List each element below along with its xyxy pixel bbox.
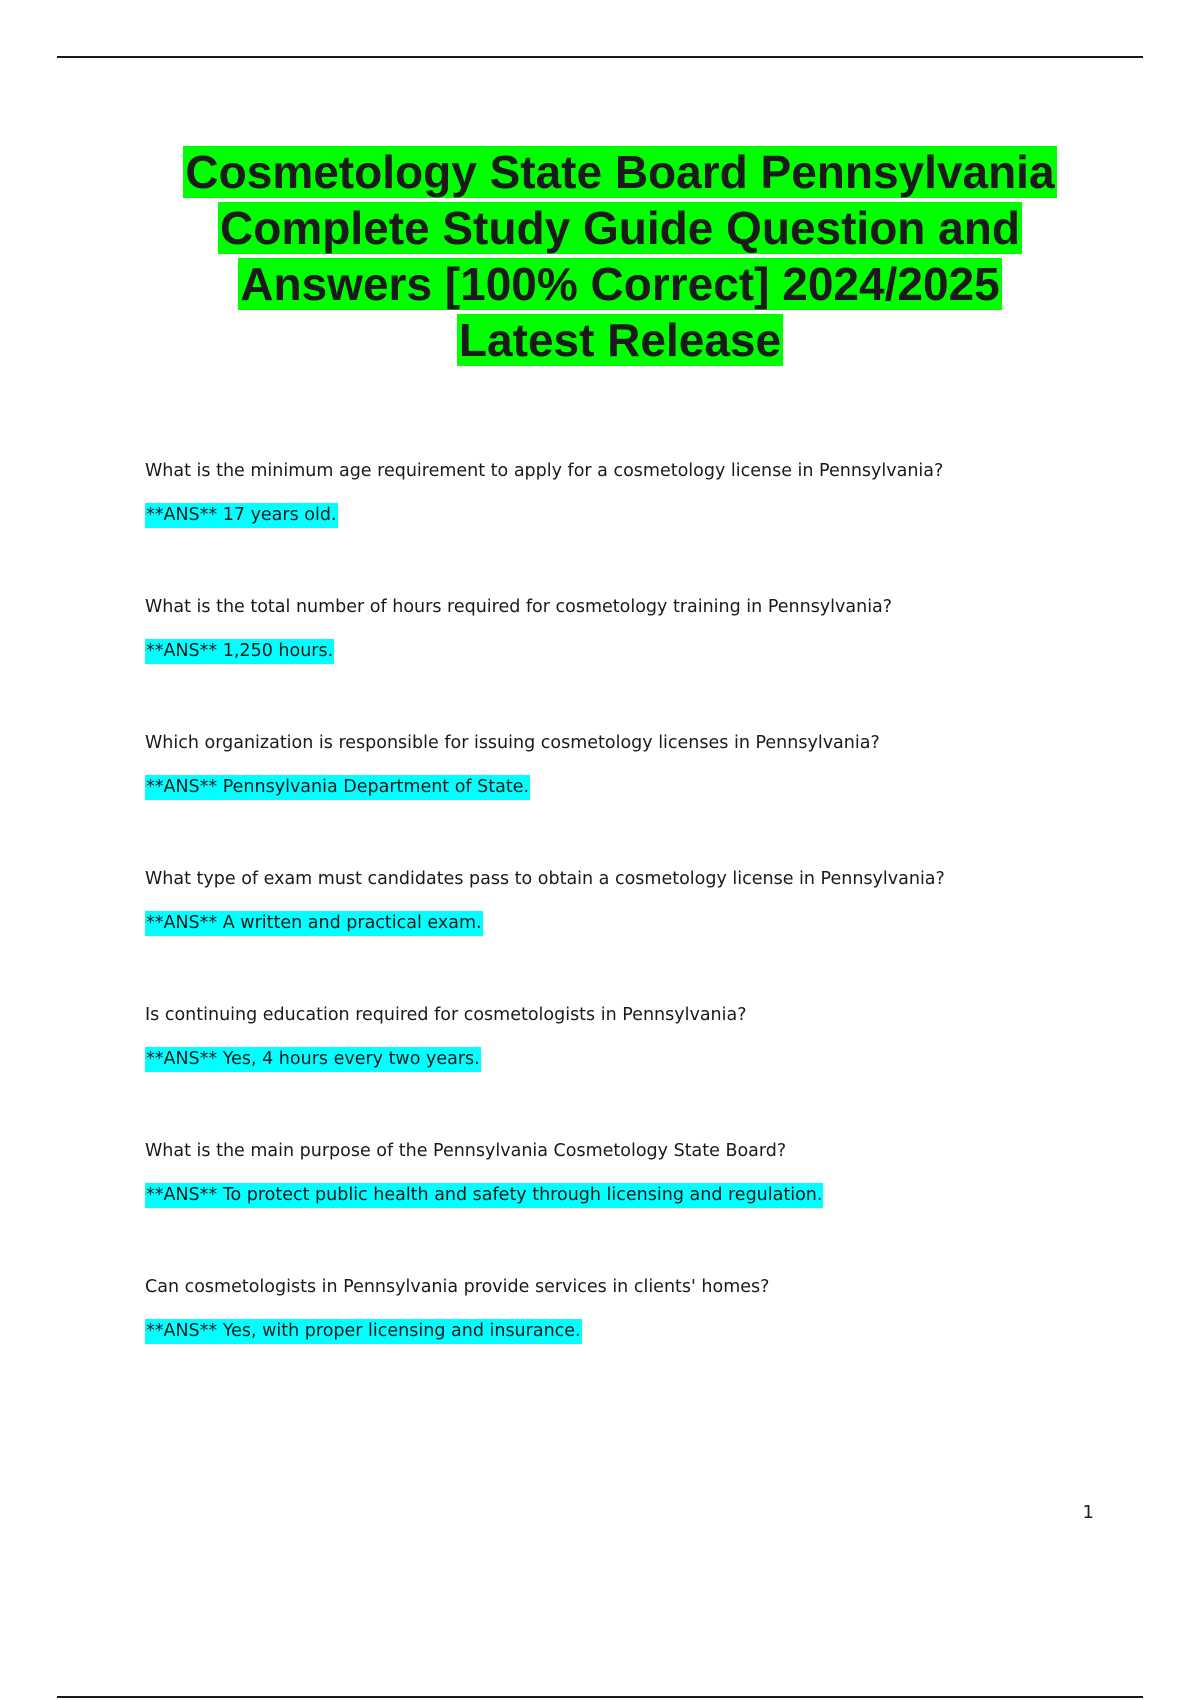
title-line: Cosmetology State Board Pennsylvania: [185, 146, 1055, 198]
answer-text: **ANS** Yes, with proper licensing and insurance.: [145, 1319, 582, 1344]
answer-text: **ANS** Pennsylvania Department of State.: [145, 775, 530, 800]
qa-item: [145, 728, 1105, 864]
answer: [145, 501, 1105, 529]
question-text: What is the total number of hours required for cosmetology training in Pennsylvania?: [145, 597, 893, 617]
answer: [145, 637, 1105, 665]
question-text: What is the main purpose of the Pennsylvania Cosmetology State Board?: [145, 1141, 787, 1161]
title-line: Complete Study Guide Question and: [220, 202, 1020, 254]
question-text: What is the minimum age requirement to apply for a cosmetology license in Pennsylvania?: [145, 461, 944, 481]
header-rule: [57, 56, 1143, 58]
question-text: Which organization is responsible for issuing cosmetology licenses in Pennsylvania?: [145, 733, 880, 753]
answer: [145, 1317, 1105, 1345]
footer-rule: [57, 1696, 1143, 1698]
answer: [145, 909, 1105, 937]
document-title: [120, 144, 1120, 368]
answer-text: **ANS** 17 years old.: [145, 503, 338, 528]
answer: [145, 773, 1105, 801]
qa-item: [145, 1000, 1105, 1136]
qa-item: [145, 592, 1105, 728]
page-number: 1: [1082, 1502, 1094, 1523]
answer-text: **ANS** 1,250 hours.: [145, 639, 334, 664]
answer: [145, 1045, 1105, 1073]
question-text: Is continuing education required for cosmetologists in Pennsylvania?: [145, 1005, 747, 1025]
title-line: Answers [100% Correct] 2024/2025: [240, 258, 1000, 310]
title-line: Latest Release: [458, 314, 782, 366]
qa-item: [145, 1272, 1105, 1408]
qa-item: [145, 864, 1105, 1000]
answer-text: **ANS** Yes, 4 hours every two years.: [145, 1047, 481, 1072]
answer: [145, 1181, 1105, 1209]
qa-item: [145, 456, 1105, 592]
answer-text: **ANS** A written and practical exam.: [145, 911, 483, 936]
question-text: What type of exam must candidates pass to obtain a cosmetology license in Pennsylvania?: [145, 869, 945, 889]
answer-text: **ANS** To protect public health and safety through licensing and regulation.: [145, 1183, 823, 1208]
question-answer-list: [145, 456, 1105, 1408]
document-title-block: [120, 144, 1120, 368]
question-text: Can cosmetologists in Pennsylvania provide services in clients' homes?: [145, 1277, 770, 1297]
qa-item: [145, 1136, 1105, 1272]
